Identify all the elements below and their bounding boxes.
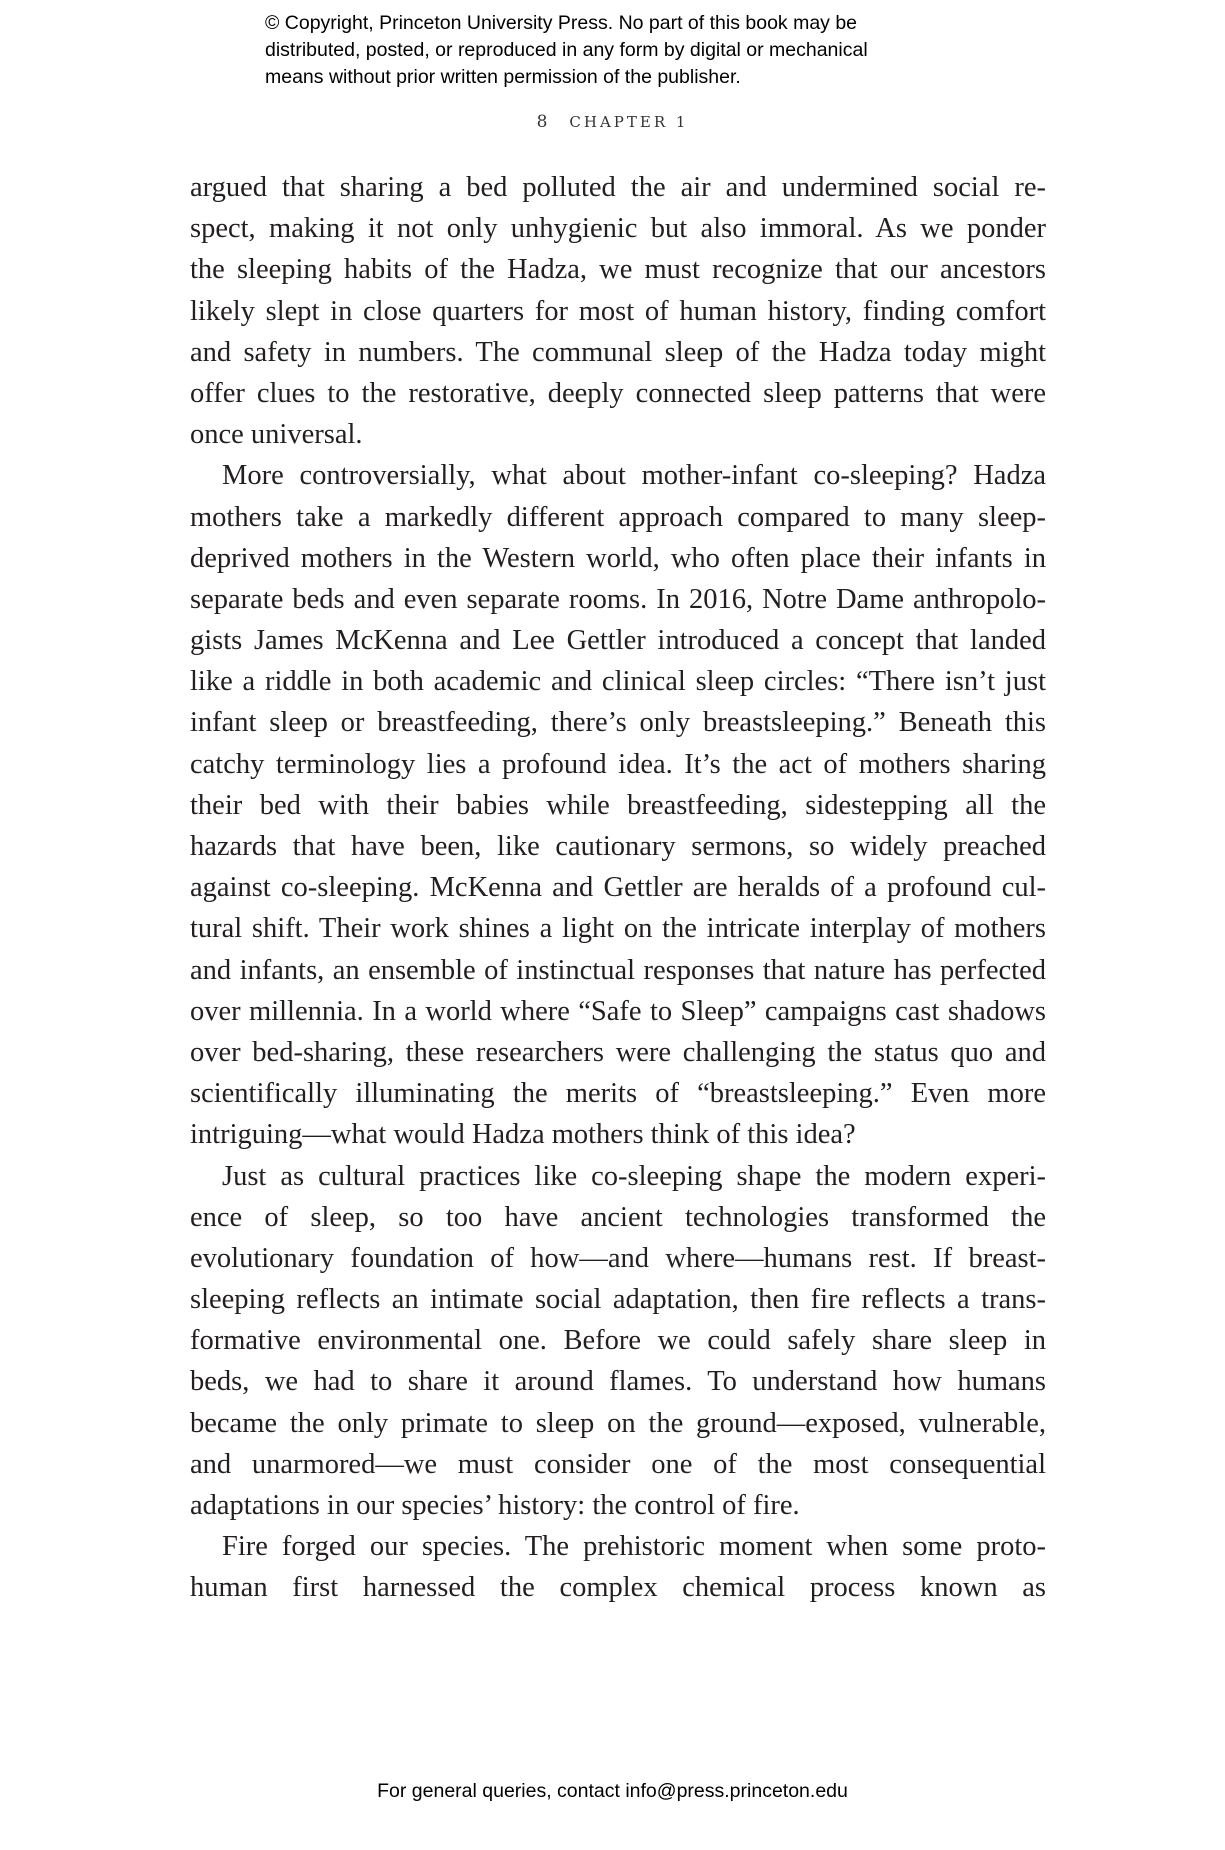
text-line: and safety in numbers. The communal sleep of the Hadza today might [190, 336, 1046, 368]
text-line: formative environmental one. Before we could safely share sleep in [190, 1325, 1046, 1357]
text-line: against co-sleeping. McKenna and Gettler are heralds of a profound cul- [190, 872, 1046, 904]
body-text [190, 167, 1046, 1609]
copyright-line: means without prior written permission of the publisher. [265, 66, 741, 88]
copyright-notice [265, 10, 1025, 91]
text-line: became the only primate to sleep on the ground—exposed, vulnerable, [190, 1407, 1046, 1439]
text-line: human first harnessed the complex chemical process known as [190, 1572, 1046, 1604]
paragraph [190, 1526, 1046, 1608]
text-line: intriguing—what would Hadza mothers think of this idea? [190, 1119, 856, 1151]
text-line: their bed with their babies while breastfeeding, sidestepping all the [190, 789, 1046, 821]
text-line: More controversially, what about mother-infant co-sleeping? Hadza [222, 460, 1046, 492]
text-line: hazards that have been, like cautionary sermons, so widely preached [190, 831, 1046, 862]
text-line: separate beds and even separate rooms. In 2016, Notre Dame anthropolo- [190, 583, 1046, 615]
copyright-line: © Copyright, Princeton University Press. No part of this book may be [265, 12, 858, 34]
footer-contact: For general queries, contact info@press.princeton.edu [377, 1780, 848, 1802]
text-line: tural shift. Their work shines a light on the intricate interplay of mothers [190, 913, 1046, 945]
text-line: and infants, an ensemble of instinctual responses that nature has perfected [190, 954, 1046, 986]
text-line: over millennia. In a world where “Safe to Sleep” campaigns cast shadows [190, 995, 1046, 1027]
page-number: 8 [536, 112, 548, 132]
text-line: ence of sleep, so too have ancient technologies transformed the [190, 1201, 1046, 1233]
text-line: and unarmored—we must consider one of the most consequential [190, 1448, 1046, 1480]
running-head [0, 112, 1225, 132]
paragraph [190, 455, 1046, 1155]
chapter-label: CHAPTER 1 [569, 113, 689, 131]
text-line: mothers take a markedly different approach compared to many sleep- [190, 501, 1046, 533]
text-line: spect, making it not only unhygienic but also immoral. As we ponder [190, 213, 1046, 245]
text-line: over bed-sharing, these researchers were challenging the status quo and [190, 1036, 1046, 1068]
text-line: sleeping reflects an intimate social adaptation, then fire reflects a trans- [190, 1284, 1046, 1316]
text-line: once universal. [190, 419, 363, 451]
text-line: gists James McKenna and Lee Gettler introduced a concept that landed [190, 625, 1046, 657]
text-line: Just as cultural practices like co-sleeping shape the modern experi- [222, 1160, 1046, 1192]
text-line: offer clues to the restorative, deeply connected sleep patterns that were [190, 377, 1046, 409]
text-line: scientifically illuminating the merits of “breastsleeping.” Even more [190, 1078, 1046, 1110]
paragraph [190, 167, 1046, 455]
text-line: catchy terminology lies a profound idea. It’s the act of mothers sharing [190, 748, 1046, 780]
text-line: like a riddle in both academic and clinical sleep circles: “There isn’t just [190, 666, 1046, 698]
text-line: evolutionary foundation of how—and where—humans rest. If breast- [190, 1242, 1046, 1274]
paragraph [190, 1156, 1046, 1527]
text-line: deprived mothers in the Western world, who often place their infants in [190, 542, 1046, 574]
text-line: the sleeping habits of the Hadza, we must recognize that our ancestors [190, 254, 1046, 286]
text-line: Fire forged our species. The prehistoric moment when some proto- [222, 1531, 1046, 1563]
text-line: infant sleep or breastfeeding, there’s only breastsleeping.” Beneath this [190, 707, 1046, 739]
text-line: likely slept in close quarters for most of human history, finding comfort [190, 295, 1046, 327]
text-line: adaptations in our species’ history: the control of fire. [190, 1490, 800, 1521]
copyright-line: distributed, posted, or reproduced in any form by digital or mechanical [265, 39, 868, 61]
text-line: beds, we had to share it around flames. To understand how humans [190, 1366, 1046, 1398]
text-line: argued that sharing a bed polluted the air and undermined social re- [190, 172, 1046, 203]
